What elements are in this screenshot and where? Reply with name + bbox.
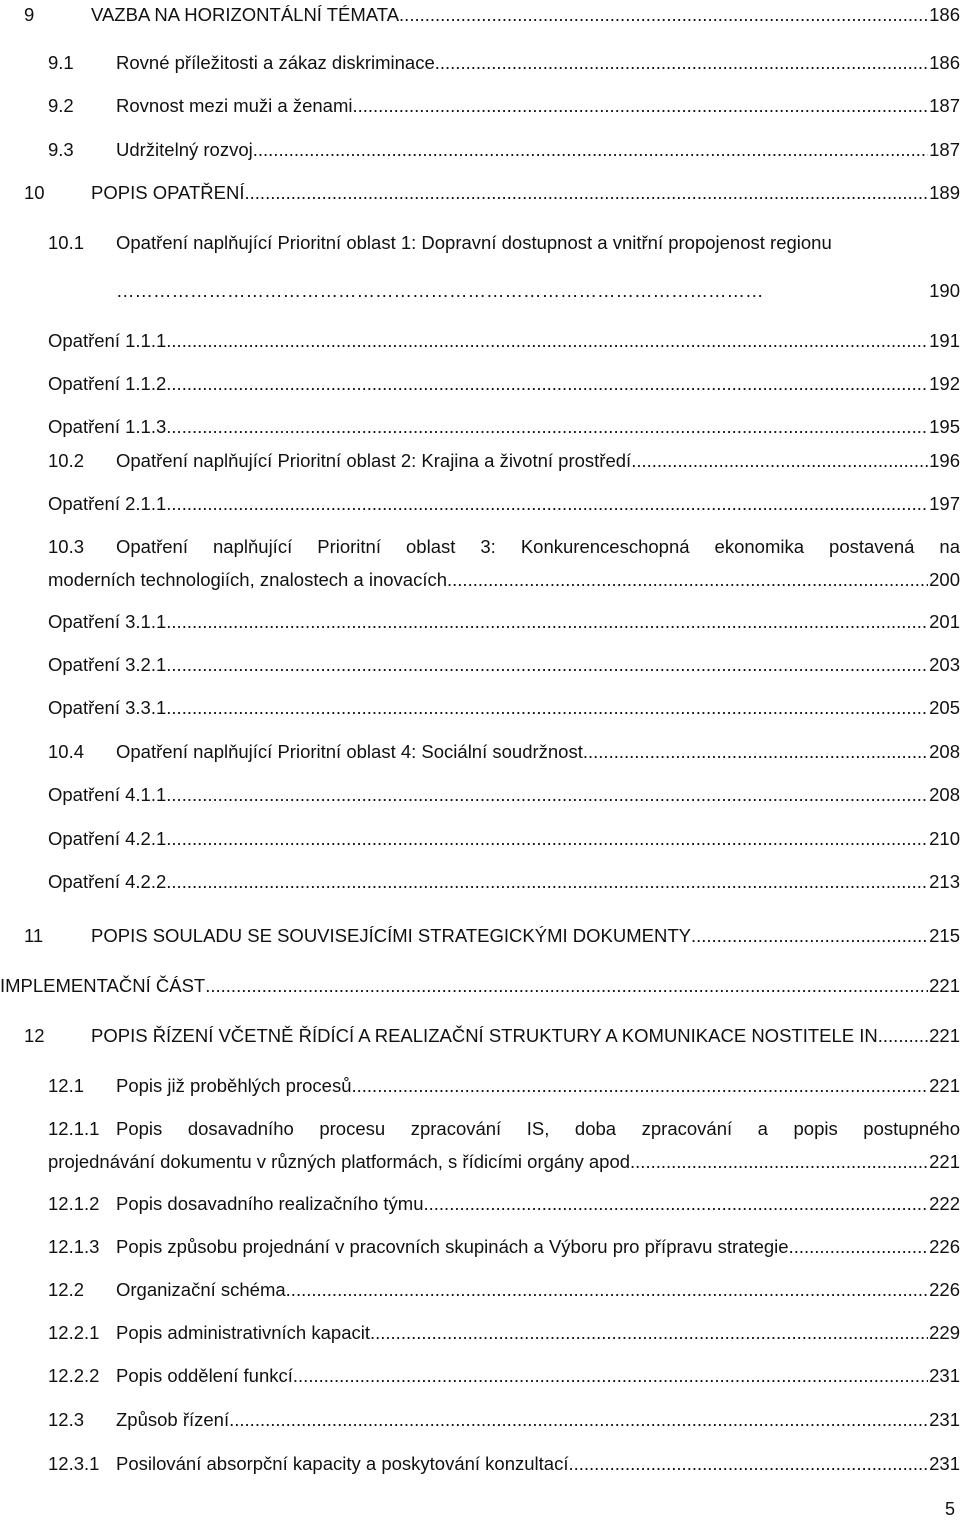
toc-entry[interactable]	[48, 1407, 960, 1433]
toc-leader-dots	[293, 1363, 928, 1389]
toc-entry-title: Rovné příležitosti a zákaz diskriminace	[116, 52, 435, 73]
toc-entry-page: 210	[929, 828, 960, 849]
toc-entry-title: Popis již proběhlých procesů	[116, 1075, 352, 1096]
toc-entry-title: POPIS ŘÍZENÍ VČETNĚ ŘÍDÍCÍ A REALIZAČNÍ STRUKTURY A KOMUNIKACE NOSTITELE IN	[91, 1025, 878, 1046]
toc-entry-title: IMPLEMENTAČNÍ ČÁST	[0, 975, 206, 996]
toc-entry-title: Opatření 3.1.1	[48, 611, 167, 632]
toc-entry[interactable]	[48, 782, 960, 808]
toc-entry-page: 221	[929, 1151, 960, 1172]
toc-entry-page: 195	[929, 416, 960, 437]
toc-leader-dots	[568, 1451, 928, 1477]
toc-entry-page: 189	[929, 182, 960, 203]
toc-title-word: IS,	[526, 1118, 550, 1139]
toc-entry-page: 231	[929, 1409, 960, 1430]
toc-entry-title: Rovnost mezi muži a ženami	[116, 95, 353, 116]
toc-leader-dots	[691, 923, 928, 949]
toc-entry[interactable]	[0, 973, 960, 999]
toc-entry-page: 187	[929, 139, 960, 160]
toc-entry-title: Opatření 1.1.2	[48, 373, 167, 394]
toc-leader-dots	[245, 180, 929, 206]
toc-title-word: doba	[574, 1118, 617, 1139]
toc-leader-dots	[878, 1023, 928, 1049]
page-number: 5	[944, 1499, 955, 1519]
toc-leader-dots	[166, 782, 928, 808]
toc-leader-dots	[286, 1277, 928, 1303]
toc-entry-page: 226	[929, 1279, 960, 1300]
toc-entry-title: Posilování absorpční kapacity a poskytování konzultací	[116, 1453, 569, 1474]
toc-entry[interactable]	[48, 1191, 960, 1217]
toc-entry[interactable]	[48, 1277, 960, 1303]
toc-entry[interactable]	[48, 739, 960, 765]
toc-leader-dots	[166, 695, 928, 721]
toc-title-word: zpracování	[410, 1118, 502, 1139]
toc-entry-title: POPIS OPATŘENÍ	[91, 182, 245, 203]
toc-entry[interactable]	[48, 826, 960, 852]
toc-entry-page: 229	[929, 1322, 960, 1343]
toc-entry-page: 231	[929, 1365, 960, 1386]
toc-title-word: na	[939, 536, 960, 557]
toc-entry-number: 10.1	[48, 232, 85, 253]
toc-leader-dots	[370, 1320, 928, 1346]
toc-leader-dots	[166, 328, 928, 354]
toc-title-word: naplňující	[213, 536, 293, 557]
toc-title-word: Popis	[116, 1118, 163, 1139]
toc-entry[interactable]	[48, 695, 960, 721]
toc-entry-page: 191	[929, 330, 960, 351]
toc-entry-page: 213	[929, 871, 960, 892]
toc-entry[interactable]	[48, 491, 960, 517]
toc-entry-title: Způsob řízení	[116, 1409, 230, 1430]
toc-entry-number: 9.3	[48, 139, 74, 160]
toc-entry-page: 205	[929, 697, 960, 718]
toc-entry-number: 10.2	[48, 450, 85, 471]
toc-leader-dots	[166, 652, 928, 678]
toc-title-word: 3:	[480, 536, 496, 557]
toc-leader-dots	[166, 491, 928, 517]
toc-leader-dots	[352, 93, 928, 119]
toc-leader-dots	[635, 1149, 928, 1175]
toc-entry-number: 12.2.2	[48, 1365, 100, 1386]
toc-entry[interactable]	[48, 1320, 960, 1346]
toc-entry-title-continued: projednávání dokumentu v různých platformách, s řídicími orgány apod.	[48, 1151, 636, 1172]
toc-entry-number: 10.3	[48, 536, 85, 557]
toc-entry-page: 200	[929, 569, 960, 590]
toc-title-word: Opatření	[116, 536, 188, 557]
toc-entry-number: 12.1.3	[48, 1236, 100, 1257]
toc-entry[interactable]	[48, 414, 960, 440]
toc-title-word: ekonomika	[714, 536, 805, 557]
toc-title-word: a	[757, 1118, 768, 1139]
toc-entry-number: 10	[24, 182, 45, 203]
toc-title-word: postavená	[829, 536, 915, 557]
toc-leader-dots	[789, 1234, 929, 1260]
toc-entry[interactable]	[48, 1116, 960, 1142]
toc-entry-title: Organizační schéma	[116, 1279, 286, 1300]
toc-entry[interactable]	[48, 137, 960, 163]
toc-entry[interactable]	[48, 1363, 960, 1389]
toc-entry-title: Opatření 3.3.1	[48, 697, 167, 718]
toc-entry-page: 222	[929, 1193, 960, 1214]
toc-entry-page: 221	[929, 975, 960, 996]
toc-entry-title: POPIS SOULADU SE SOUVISEJÍCÍMI STRATEGICKÝMI DOKUMENTY	[91, 925, 691, 946]
toc-leader-dots	[166, 609, 928, 635]
toc-entry-page: 186	[929, 4, 960, 25]
toc-entry-title: Opatření 2.1.1	[48, 493, 167, 514]
toc-entry[interactable]	[48, 652, 960, 678]
toc-entry[interactable]	[48, 371, 960, 397]
toc-leader-dots	[166, 371, 928, 397]
toc-entry-page: 196	[929, 450, 960, 471]
toc-entry-title: Opatření 4.2.1	[48, 828, 167, 849]
toc-leader-dots	[229, 1407, 928, 1433]
toc-entry[interactable]	[48, 534, 960, 560]
toc-entry-title: Popis administrativních kapacit	[116, 1322, 370, 1343]
toc-entry-title: Opatření naplňující Prioritní oblast 2: Krajina a životní prostředí	[116, 450, 632, 471]
toc-entry[interactable]	[48, 448, 960, 474]
toc-leader-ellipsis: ……………………………………………………………………………………………	[116, 280, 764, 301]
toc-entry-title: Popis oddělení funkcí	[116, 1365, 293, 1386]
toc-entry-page: 208	[929, 784, 960, 805]
toc-leader-dots	[435, 50, 928, 76]
toc-entry-title: Opatření naplňující Prioritní oblast 1: Dopravní dostupnost a vnitřní propojenost regionu	[116, 232, 832, 253]
toc-leader-dots	[399, 2, 928, 28]
toc-entry-number: 12.2	[48, 1279, 85, 1300]
toc-title-word: Konkurenceschopná	[520, 536, 690, 557]
toc-title-word: oblast	[406, 536, 456, 557]
toc-leader-dots	[166, 869, 928, 895]
toc-entry-title: Opatření 3.2.1	[48, 654, 167, 675]
toc-entry-number: 12.1.2	[48, 1193, 100, 1214]
toc-entry-title: Opatření 1.1.3	[48, 416, 167, 437]
toc-entry-title: Udržitelný rozvoj	[116, 139, 253, 160]
toc-entry-number: 12.1	[48, 1075, 85, 1096]
toc-entry[interactable]	[48, 1451, 960, 1477]
toc-entry-page: 226	[929, 1236, 960, 1257]
toc-leader-dots	[166, 826, 928, 852]
toc-leader-dots	[631, 448, 928, 474]
toc-entry[interactable]	[48, 609, 960, 635]
toc-entry-number: 9	[24, 4, 35, 25]
toc-entry[interactable]	[48, 50, 960, 76]
toc-leader-dots	[424, 1191, 929, 1217]
toc-leader-dots	[447, 567, 928, 593]
toc-entry-page: 231	[929, 1453, 960, 1474]
toc-entry[interactable]	[48, 1073, 960, 1099]
toc-entry-continuation[interactable]	[48, 1149, 960, 1175]
toc-entry-page: 186	[929, 52, 960, 73]
toc-entry-title: Opatření 4.1.1	[48, 784, 167, 805]
toc-entry-page: 215	[929, 925, 960, 946]
toc-entry-title: Opatření 4.2.2	[48, 871, 167, 892]
toc-entry-number: 9.2	[48, 95, 74, 116]
toc-entry-number: 12.3.1	[48, 1453, 100, 1474]
toc-entry[interactable]	[24, 180, 960, 206]
toc-title-word: Prioritní	[317, 536, 381, 557]
toc-entry-page: 221	[929, 1075, 960, 1096]
toc-entry-title: VAZBA NA HORIZONTÁLNÍ TÉMATA	[91, 4, 400, 25]
toc-entry-title	[116, 1116, 960, 1142]
toc-title-word: procesu	[319, 1118, 386, 1139]
toc-entry[interactable]	[48, 230, 952, 256]
toc-leader-dots	[583, 739, 928, 765]
toc-leader-dots	[253, 137, 928, 163]
toc-title-word: postupného	[863, 1118, 960, 1139]
toc-entry[interactable]	[24, 2, 960, 28]
toc-entry[interactable]	[48, 93, 960, 119]
toc-title-word: zpracování	[641, 1118, 733, 1139]
toc-entry-page: 190	[929, 280, 960, 301]
toc-title-word: dosavadního	[187, 1118, 294, 1139]
toc-entry-page: 203	[929, 654, 960, 675]
toc-entry-page: 187	[929, 95, 960, 116]
toc-entry-title: Popis dosavadního realizačního týmu	[116, 1193, 424, 1214]
toc-leader-dots	[205, 973, 928, 999]
toc-entry-number: 12.3	[48, 1409, 85, 1430]
toc-entry-title: Opatření 1.1.1	[48, 330, 167, 351]
toc-entry-continuation[interactable]	[116, 278, 960, 304]
toc-entry[interactable]	[48, 869, 960, 895]
toc-entry-title: Popis způsobu projednání v pracovních skupinách a Výboru pro přípravu strategie	[116, 1236, 789, 1257]
toc-entry[interactable]	[24, 923, 960, 949]
toc-entry[interactable]	[24, 1023, 960, 1049]
toc-entry[interactable]	[48, 1234, 960, 1260]
toc-entry-number: 12	[24, 1025, 45, 1046]
toc-entry[interactable]	[48, 328, 960, 354]
toc-entry-page: 197	[929, 493, 960, 514]
toc-entry-number: 9.1	[48, 52, 74, 73]
toc-entry-number: 12.2.1	[48, 1322, 100, 1343]
toc-entry-page: 208	[929, 741, 960, 762]
toc-entry-page: 192	[929, 373, 960, 394]
toc-entry-title-continued: moderních technologiích, znalostech a inovacích	[48, 569, 448, 590]
toc-title-word: popis	[793, 1118, 838, 1139]
toc-entry-number: 11	[24, 925, 44, 946]
toc-entry-page: 201	[929, 611, 960, 632]
toc-entry-page: 221	[929, 1025, 960, 1046]
toc-entry-title: Opatření naplňující Prioritní oblast 4: Sociální soudržnost	[116, 741, 583, 762]
toc-entry-number: 10.4	[48, 741, 85, 762]
toc-leader-dots	[352, 1073, 929, 1099]
toc-leader-dots	[166, 414, 928, 440]
toc-entry-title	[116, 534, 960, 560]
toc-entry-continuation[interactable]	[48, 567, 960, 593]
toc-entry-number: 12.1.1	[48, 1118, 100, 1139]
